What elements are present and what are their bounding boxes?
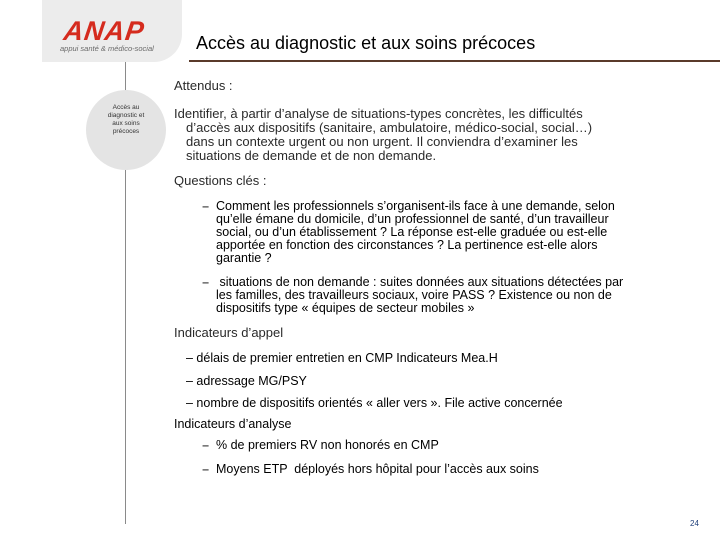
indicateurs-analyse-heading: Indicateurs d’analyse [174, 417, 292, 431]
questions-heading: Questions clés : [174, 173, 267, 188]
title-divider [189, 60, 720, 62]
question-line: Comment les professionnels s’organisent-ils face à une demande, selon [216, 199, 615, 213]
attendus-line: situations de demande et de non demande. [186, 148, 437, 163]
indicateur-item: – nombre de dispositifs orientés « aller vers ». File active concernée [186, 396, 563, 410]
indicateur-item: Moyens ETP déployés hors hôpital pour l’accès aux soins [216, 462, 539, 476]
indicateur-item: – adressage MG/PSY [186, 374, 307, 388]
question-line: les familles, des travailleurs sociaux, voire PASS ? Existence ou non de [216, 288, 612, 302]
page-number: 24 [690, 519, 699, 528]
circle-line: diagnostic et [107, 112, 145, 119]
question-line: situations de non demande : suites données aux situations détectées par [216, 275, 624, 289]
bullet-dash: − [202, 200, 210, 214]
attendus-line: d’accès aux dispositifs (sanitaire, ambulatoire, médico-social, social…) [186, 120, 593, 135]
anap-logo: ANAP [61, 16, 147, 46]
indicateur-item: % de premiers RV non honorés en CMP [216, 438, 439, 452]
question-line: qu’elle émane du domicile, d’un professionnel de santé, d’un travailleur [216, 212, 609, 226]
circle-line: aux soins [112, 120, 140, 127]
attendus-line: Identifier, à partir d’analyse de situations-types concrètes, les difficultés [174, 106, 583, 121]
circle-line: précoces [112, 128, 140, 135]
attendus-heading: Attendus : [174, 78, 233, 93]
page-title: Accès au diagnostic et aux soins précoces [196, 33, 536, 53]
bullet-dash: − [202, 439, 210, 453]
section-circle-label [86, 104, 166, 136]
logo-tagline: appui santé & médico-social [60, 44, 154, 53]
question-line: garantie ? [216, 251, 272, 265]
question-line: dispositifs type « équipes de secteur mobiles » [216, 301, 475, 315]
bullet-dash: − [202, 463, 210, 477]
attendus-line: dans un contexte urgent ou non urgent. Il conviendra d’examiner les [186, 134, 578, 149]
question-line: social, ou d’un établissement ? La réponse est-elle graduée ou est-elle [216, 225, 608, 239]
indicateur-item: – délais de premier entretien en CMP Indicateurs Mea.H [186, 351, 498, 365]
circle-line: Accès au [112, 104, 140, 111]
question-line: apportée en fonction des circonstances ? La pertinence est-elle alors [216, 238, 598, 252]
bullet-dash: − [202, 276, 210, 290]
indicateurs-appel-heading: Indicateurs d’appel [174, 325, 284, 340]
